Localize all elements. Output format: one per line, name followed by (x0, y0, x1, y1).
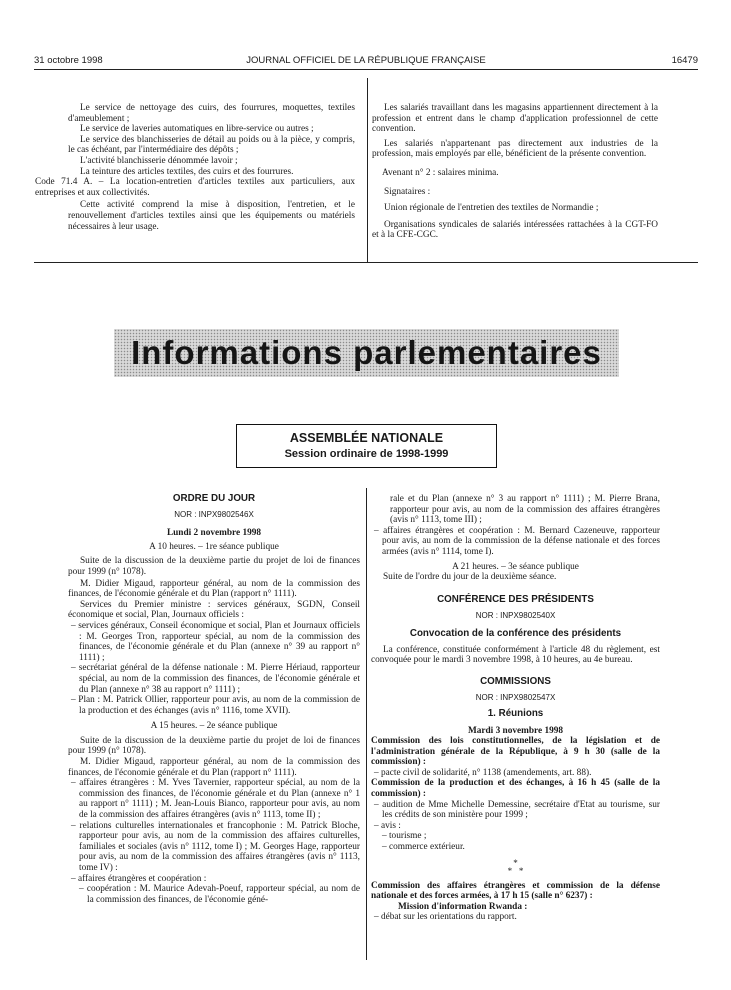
commission-heading: Commission des lois constitutionnelles, de la législation et de l'administration générale de la République, à 9 h 30 (salle de la commission) : (371, 736, 660, 768)
list-item: – pacte civil de solidarité, n° 1138 (amendements, art. 88). (374, 767, 592, 778)
paragraph: M. Didier Migaud, rapporteur général, au nom de la commission des finances, de l'économie générale et du Plan (rapport n° 1111). (68, 757, 360, 778)
mission-heading: Mission d'information Rwanda : (398, 901, 528, 912)
paragraph: Le service de laveries automatiques en libre-service ou autres ; (80, 124, 314, 135)
star-pair (371, 867, 660, 875)
nor-reference: NOR : INPX9802546X (174, 509, 254, 519)
session-heading: A 15 heures. – 2e séance publique (150, 721, 278, 732)
paragraph: Suite de la discussion de la deuxième partie du projet de loi de finances pour 1999 (n° 1078). (68, 735, 360, 757)
subheading-reunions: 1. Réunions (487, 707, 544, 719)
list-item: – avis : (374, 820, 401, 831)
paragraph: Organisations syndicales de salariés intéressées rattachées à la CGT-FO et à la CFE-CGC. (372, 219, 658, 241)
assembly-title: ASSEMBLÉE NATIONALE (289, 431, 444, 445)
subheading-convocation: Convocation de la conférence des présidents (409, 627, 622, 639)
section-rule (34, 262, 698, 263)
paragraph: L'activité blanchisserie dénommée lavoir ; (80, 155, 238, 166)
heading-ordre-du-jour: ORDRE DU JOUR (172, 493, 256, 504)
nor-reference: NOR : INPX9802540X (475, 611, 556, 621)
top-right-column (372, 103, 658, 241)
list-item: – relations culturelles internationales et francophonie : M. Patrick Bloche, rapporteur pour avis, au nom de la commission des affaires culturelles, familiales et sociales (avis n° 1112, tome I) ; M. Georges Hage, rapporteur pour avis, au nom de la commission des affaires étrangères (avis n° 1113, tome IV) : (71, 820, 360, 873)
session-title: Session ordinaire de 1998-1999 (284, 448, 449, 460)
paragraph: Avenant n° 2 : salaires minima. (382, 167, 499, 178)
list-item: – affaires étrangères : M. Yves Tavernier, rapporteur spécial, au nom de la commission des finances, de l'économie générale et du Plan (annexe n° 1 au rapport n° 1111) ; M. Jean-Louis Bianco, rapporteur pour avis, au nom de la commission des affaires étrangères (avis n° 1113, tome II) ; (71, 778, 360, 821)
list-item: – tourisme ; (382, 831, 427, 842)
paragraph: Suite de l'ordre du jour de la deuxième séance. (383, 572, 557, 583)
session-heading: A 21 heures. – 3e séance publique (452, 561, 579, 572)
paragraph: Cette activité comprend la mise à disposition, l'entretien, et le renouvellement d'articles textiles ainsi que les équipements ou matériels nécessaires à leur usage. (68, 200, 355, 232)
column-divider (366, 488, 367, 960)
day-heading: Lundi 2 novembre 1998 (166, 528, 262, 539)
nor-reference: NOR : INPX9802547X (475, 693, 556, 703)
commission-heading: Commission des affaires étrangères et commission de la défense nationale et des forces armées, à 17 h 15 (salle n° 6237) : (371, 880, 660, 902)
list-item: – débat sur les orientations du rapport. (374, 912, 517, 923)
list-item: – audition de Mme Michelle Demessine, secrétaire d'Etat au tourisme, sur les crédits de son ministère pour 1999 ; (374, 799, 660, 821)
heading-commissions: COMMISSIONS (480, 675, 551, 687)
list-item: – affaires étrangères et coopération : (71, 873, 207, 884)
day-heading: Mardi 3 novembre 1998 (467, 725, 564, 736)
paragraph: Les salariés n'appartenant pas directement aux industries de la profession, mais employés par elle, bénéficient de la présente convention. (372, 138, 658, 160)
header-page-number: 16479 (671, 55, 698, 66)
paragraph: Les salariés travaillant dans les magasins appartiennent directement à la profession et entrent dans le champ d'application professionnel de cette convention. (372, 103, 658, 135)
list-item: – Plan : M. Patrick Ollier, rapporteur pour avis, au nom de la commission de la production et des échanges (avis n° 1116, tome XVII). (71, 695, 360, 716)
paragraph: rale et du Plan (annexe n° 3 au rapport n° 1111) ; M. Pierre Brana, rapporteur pour avis, au nom de la commission des affaires étrangères (avis n° 1113, tome III) ; (390, 494, 660, 526)
session-heading: A 10 heures. – 1re séance publique (149, 541, 279, 552)
list-item: – coopération : M. Maurice Adevah-Poeuf, rapporteur spécial, au nom de la commission des finances, de l'économie géné- (79, 884, 360, 905)
paragraph: La teinture des articles textiles, des cuirs et des fourrures. (80, 166, 294, 177)
page-header (34, 55, 698, 69)
commission-heading: Commission de la production et des échanges, à 16 h 45 (salle de la commission) : (371, 778, 660, 800)
paragraph: Suite de la discussion de la deuxième partie du projet de loi de finances pour 1999 (n° 1078). (68, 556, 360, 577)
column-divider (367, 78, 368, 262)
assembly-title-box (236, 424, 497, 468)
list-item: – secrétariat général de la défense nationale : M. Pierre Hériaud, rapporteur spécial, au nom de la commission des finances, de l'économie générale et du Plan (annexe n° 38 au rapport n° 1111) ; (71, 663, 360, 695)
left-column (68, 494, 360, 905)
header-rule (34, 69, 698, 70)
paragraph: La conférence, constituée conformément à l'article 48 du règlement, est convoquée pour le mardi 3 novembre 1998, à 10 heures, au 4e bureau. (371, 644, 660, 666)
paragraph: M. Didier Migaud, rapporteur général, au nom de la commission des finances, de l'économie générale et du Plan (rapport n° 1111). (68, 578, 360, 600)
paragraph: Signataires : (384, 186, 431, 197)
star: * (507, 865, 513, 876)
paragraph: Code 71.4 A. – La location-entretien d'articles textiles aux particuliers, aux entreprises et aux collectivités. (35, 177, 355, 198)
list-item: – affaires étrangères et coopération : M. Bernard Cazeneuve, rapporteur pour avis, au nom de la commission de la défense nationale et des forces armées (avis n° 1114, tome I). (374, 525, 660, 557)
star: * (513, 857, 518, 868)
paragraph: Services du Premier ministre : services généraux, SGDN, Conseil économique et social, Plan, Journaux officiels : (68, 599, 360, 621)
separator-stars (371, 859, 660, 875)
right-column (371, 494, 660, 923)
top-left-column (35, 103, 355, 232)
heading-conference-presidents: CONFÉRENCE DES PRÉSIDENTS (437, 593, 594, 605)
header-journal: JOURNAL OFFICIEL DE LA RÉPUBLIQUE FRANÇAISE (246, 55, 486, 66)
banner-title: Informations parlementaires (131, 334, 602, 371)
paragraph: Union régionale de l'entretien des textiles de Normandie ; (384, 203, 599, 214)
list-item: – commerce extérieur. (382, 842, 465, 853)
list-item: – services généraux, Conseil économique et social, Plan et Journaux officiels : M. Georges Tron, rapporteur spécial, au nom de la commission des finances, de l'économie générale et du Plan (annexe n° 39 au rapport n° 1111) ; (71, 620, 360, 663)
star: * (518, 865, 524, 876)
paragraph: Le service des blanchisseries de détail au poids ou à la pièce, y compris, le cas échéant, par l'intermédiaire des dépôts ; (68, 134, 355, 156)
header-date: 31 octobre 1998 (34, 55, 103, 66)
paragraph: Le service de nettoyage des cuirs, des fourrures, moquettes, textiles d'ameublement ; (68, 103, 355, 124)
